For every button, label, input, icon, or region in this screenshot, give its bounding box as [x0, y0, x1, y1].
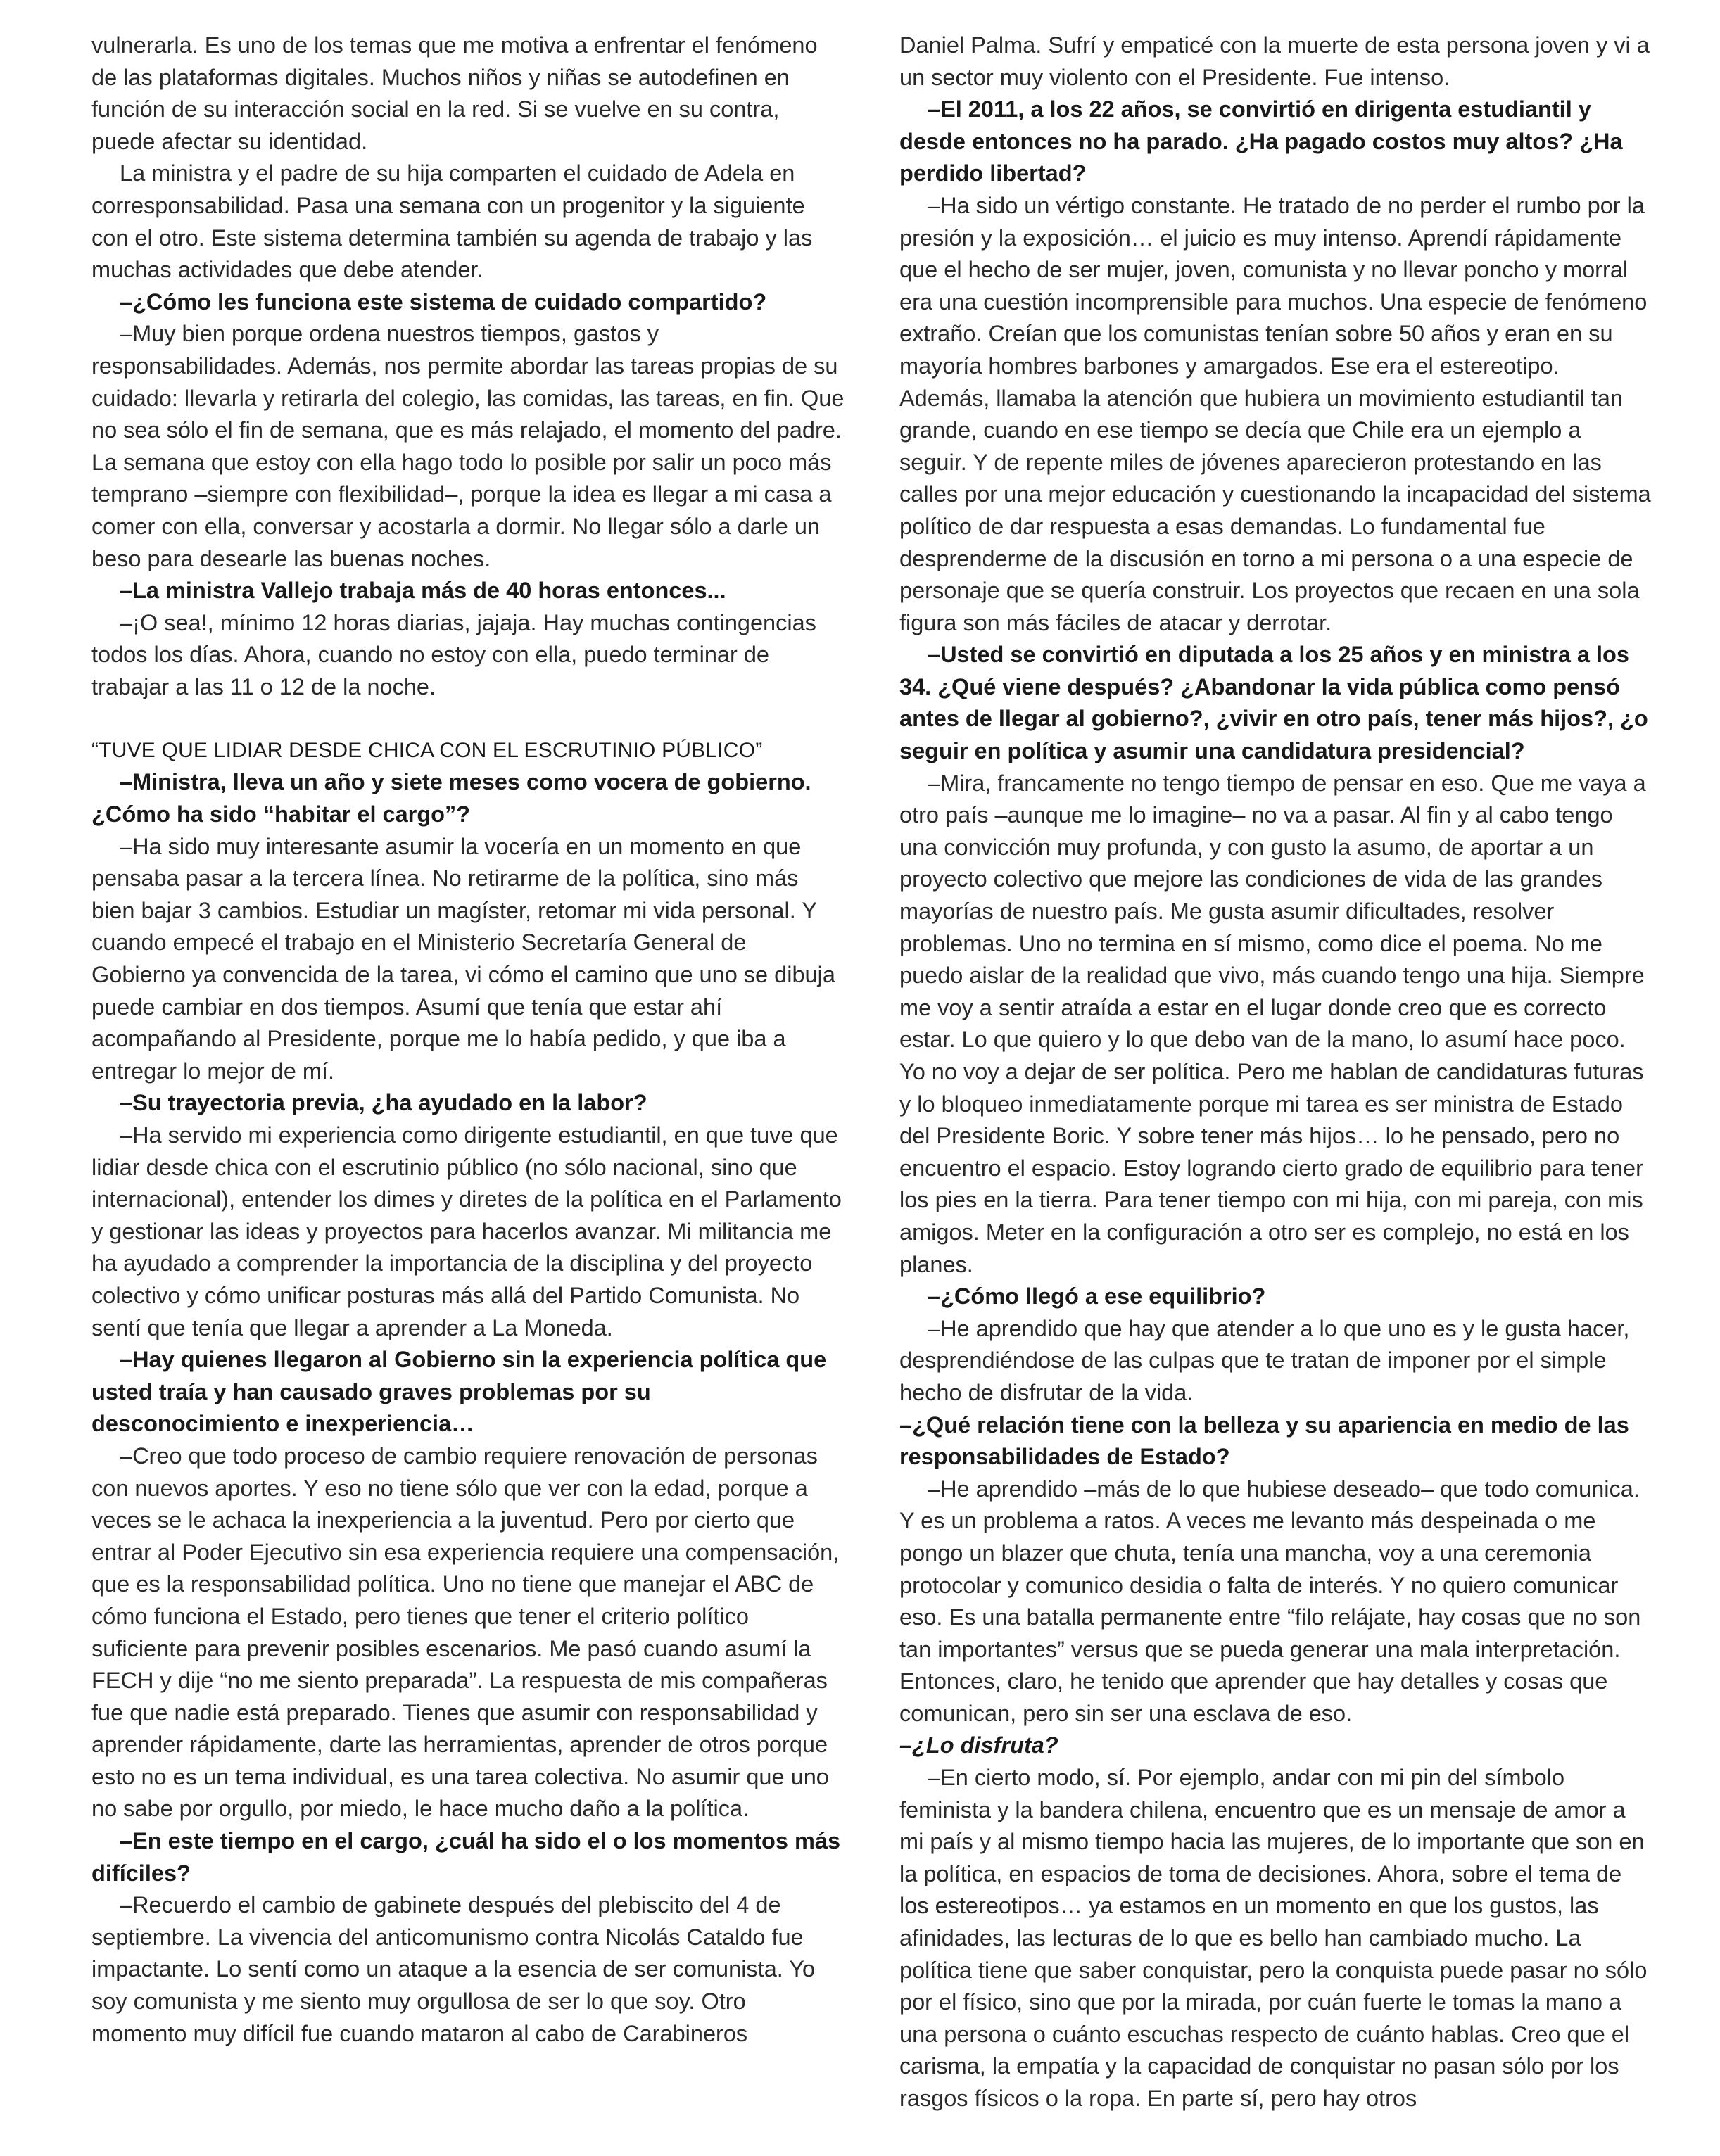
interview-question: –¿Qué relación tiene con la belleza y su apariencia en medio de las responsabilidades de Estado?: [899, 1412, 1629, 1470]
interview-question: –En este tiempo en el cargo, ¿cuál ha sido el o los momentos más difíciles?: [91, 1828, 841, 1886]
interview-answer: –Recuerdo el cambio de gabinete después del plebiscito del 4 de septiembre. La vivencia del anticomunismo contra Nicolás Cataldo fue impactante. Lo sentí como un ataque a la esencia de ser comunista. Yo soy comunista y me siento muy orgullosa de ser lo que soy. Otro momento muy difícil fue cuando mataron al cabo de Carabineros: [91, 1892, 816, 2046]
interview-answer: –Ha sido un vértigo constante. He tratado de no perder el rumbo por la presión y la exposición… el juicio es muy intenso. Aprendí rápidamente que el hecho de ser mujer, joven, comunista y no llevar poncho y morral era una cuestión incomprensible para muchos. Una especie de fenómeno extraño. Creían que los comunistas tenían sobre 50 años y eran en su mayoría hombres barbones y amargados. Ese era el estereotipo. Además, llamaba la atención que hubiera un movimiento estudiantil tan grande, cuando en ese tiempo se decía que Chile era un ejemplo a seguir. Y de repente miles de jóvenes aparecieron protestando en las calles por una mejor educación y cuestionando la incapacidad del sistema político de dar respuesta a esas demandas. Lo fundamental fue desprenderme de la discusión en torno a mi persona o a una especie de personaje que se quería construir. Los proyectos que recaen en una sola figura son más fáciles de atacar y derrotar.: [899, 192, 1651, 635]
interview-question: –La ministra Vallejo trabaja más de 40 horas entonces...: [120, 578, 726, 604]
interview-answer: –En cierto modo, sí. Por ejemplo, andar con mi pin del símbolo feminista y la bandera chilena, encuentro que es un mensaje de amor a mi país y al mismo tiempo hacia las mujeres, de lo importante que son en la política, en espacios de toma de decisiones. Ahora, sobre el tema de los estereotipos… ya estamos en un momento en que los gustos, las afinidades, las lecturas de lo que es bello han cambiado mucho. La política tiene que saber conquistar, pero la conquista puede pasar no sólo por el físico, sino que por la mirada, por cuán fuerte le tomas la mano a una persona o cuánto escuchas respecto de cuánto hablas. Creo que el carisma, la empatía y la capacidad de conquistar no pasan sólo por los rasgos físicos o la ropa. En parte sí, pero hay otros: [899, 1765, 1648, 2111]
interview-answer: –¡O sea!, mínimo 12 horas diarias, jajaja. Hay muchas contingencias todos los días. Ahora, cuando no estoy con ella, puedo terminar de trabajar a las 11 o 12 de la noche.: [91, 609, 816, 699]
interview-answer: –Creo que todo proceso de cambio requiere renovación de personas con nuevos aportes. Y eso no tiene sólo que ver con la edad, porque a veces se le achaca la inexperiencia a la juventud. Pero por cierto que entrar al Poder Ejecutivo sin esa experiencia requiere una compensación, que es la responsabilidad política. Uno no tiene que manejar el ABC de cómo funciona el Estado, pero tienes que tener el criterio político suficiente para prevenir posibles escenarios. Me pasó cuando asumí la FECH y dije “no me siento preparada”. La respuesta de mis compañeras fue que nadie está preparado. Tienes que asumir con responsabilidad y aprender rápidamente, darte las herramientas, aprender de otros porque esto no es un tema individual, es una tarea colectiva. No asumir que uno no sabe por orgullo, por miedo, le hace mucho daño a la política.: [91, 1442, 840, 1822]
interview-question: –El 2011, a los 22 años, se convirtió en dirigenta estudiantil y desde entonces no ha parado. ¿Ha pagado costos muy altos? ¿Ha perdido libertad?: [899, 96, 1623, 186]
interview-question: –¿Cómo llegó a ese equilibrio?: [928, 1283, 1266, 1310]
interview-question: –Ministra, lleva un año y siete meses como vocera de gobierno. ¿Cómo ha sido “habitar el cargo”?: [91, 769, 811, 827]
interview-question: –¿Cómo les funciona este sistema de cuidado compartido?: [120, 288, 767, 315]
interview-question: –Hay quienes llegaron al Gobierno sin la experiencia política que usted traía y han causado graves problemas por su desconocimiento e inexperiencia…: [91, 1347, 827, 1437]
interview-question: –¿Lo disfruta?: [899, 1732, 1058, 1758]
interview-answer: –Mira, francamente no tengo tiempo de pensar en eso. Que me vaya a otro país –aunque me lo imagine– no va a pasar. Al fin y al cabo tengo una convicción muy profunda, y con gusto la asumo, de aportar a un proyecto colectivo que mejore las condiciones de vida de las grandes mayorías de nuestro país. Me gusta asumir dificultades, resolver problemas. Uno no termina en sí mismo, como dice el poema. No me puedo aislar de la realidad que vivo, más cuando tengo una hija. Siempre me voy a sentir atraída a estar en el lugar donde creo que es correcto estar. Lo que quiero y lo que debo van de la mano, lo asumí hace poco. Yo no voy a dejar de ser política. Pero me hablan de candidaturas futuras y lo bloqueo inmediatamente porque mi tarea es ser ministra de Estado del Presidente Boric. Y sobre tener más hijos… lo he pensado, pero no encuentro el espacio. Estoy logrando cierto grado de equilibrio para tener los pies en la tierra. Para tener tiempo con mi hija, con mi pareja, con mis amigos. Meter en la configuración a otro ser es complejo, no está en los planes.: [899, 770, 1646, 1277]
paragraph: La ministra y el padre de su hija comparten el cuidado de Adela en corresponsabilidad. Pasa una semana con un progenitor y la siguiente con el otro. Este sistema determina también su agenda de trabajo y las muchas actividades que debe atender.: [91, 160, 813, 283]
interview-answer: –Ha sido muy interesante asumir la vocería en un momento en que pensaba pasar a la tercera línea. No retirarme de la política, sino más bien bajar 3 cambios. Estudiar un magíster, retomar mi vida personal. Y cuando empecé el trabajo en el Ministerio Secretaría General de Gobierno ya convencida de la tarea, vi cómo el camino que uno se dibuja puede cambiar en dos tiempos. Asumí que tenía que estar ahí acompañando al Presidente, porque me lo había pedido, y que iba a entregar lo mejor de mí.: [91, 833, 835, 1084]
interview-question: –Su trayectoria previa, ¿ha ayudado en la labor?: [120, 1090, 647, 1116]
paragraph: Daniel Palma. Sufrí y empaticé con la muerte de esta persona joven y vi a un sector muy violento con el Presidente. Fue intenso.: [899, 32, 1650, 90]
interview-answer: –Ha servido mi experiencia como dirigente estudiantil, en que tuve que lidiar desde chica con el escrutinio público (no sólo nacional, sino que internacional), entender los dimes y diretes de la política en el Parlamento y gestionar las ideas y proyectos para hacerlos avanzar. Mi militancia me ha ayudado a comprender la importancia de la disciplina y del proyecto colectivo y cómo unificar posturas más allá del Partido Comunista. No sentí que tenía que llegar a aprender a La Moneda.: [91, 1122, 842, 1340]
left-column: [91, 30, 845, 2156]
interview-question: –Usted se convirtió en diputada a los 25 años y en ministra a los 34. ¿Qué viene después? ¿Abandonar la vida pública como pensó antes de llegar al gobierno?, ¿vivir en otro país, tener más hijos?, ¿o seguir en política y asumir una candidatura presidencial?: [899, 642, 1648, 764]
interview-answer: –He aprendido –más de lo que hubiese deseado– que todo comunica. Y es un problema a ratos. A veces me levanto más despeinada o me pongo un blazer que chuta, tenía una mancha, voy a una ceremonia protocolar y comunico desidia o falta de interés. Y no quiero comunicar eso. Es una batalla permanente entre “filo relájate, hay cosas que no son tan importantes” versus que se pueda generar una mala interpretación. Entonces, claro, he tenido que aprender que hay detalles y cosas que comunican, pero sin ser una esclava de eso.: [899, 1476, 1641, 1726]
right-column: [899, 30, 1652, 2156]
interview-answer: –He aprendido que hay que atender a lo que uno es y le gusta hacer, desprendiéndose de las culpas que te tratan de imponer por el simple hecho de disfrutar de la vida.: [899, 1315, 1630, 1405]
paragraph: vulnerarla. Es uno de los temas que me motiva a enfrentar el fenómeno de las plataformas digitales. Muchos niños y niñas se autodefinen en función de su interacción social en la red. Si se vuelve en su contra, puede afectar su identidad.: [91, 32, 818, 154]
interview-answer: –Muy bien porque ordena nuestros tiempos, gastos y responsabilidades. Además, nos permite abordar las tareas propias de su cuidado: llevarla y retirarla del colegio, las comidas, las tareas, en fin. Que no sea sólo el fin de semana, que es más relajado, el momento del padre. La semana que estoy con ella hago todo lo posible por salir un poco más temprano –siempre con flexibilidad–, porque la idea es llegar a mi casa a comer con ella, conversar y acostarla a dormir. No llegar sólo a darle un beso para desearle las buenas noches.: [91, 321, 845, 571]
section-heading: “TUVE QUE LIDIAR DESDE CHICA CON EL ESCRUTINIO PÚBLICO”: [91, 739, 763, 763]
